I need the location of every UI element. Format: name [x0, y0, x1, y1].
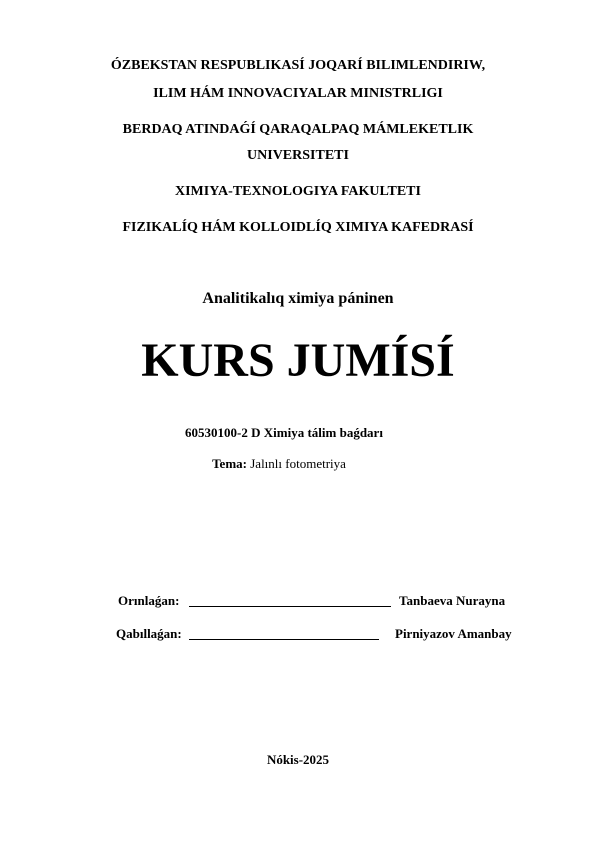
accepter-name: Pirniyazov Amanbay [395, 626, 512, 641]
accepter-signature-line [189, 639, 379, 640]
ministry-line-1: ÓZBEKSTAN RESPUBLIKASÍ JOQARÍ BILIMLENDIRIW, [110, 58, 486, 73]
performer-signature-line [189, 606, 391, 607]
department-name: FIZIKALÍQ HÁM KOLLOIDLÍQ XIMIYA KAFEDRASÍ [122, 220, 474, 235]
performer-label: Orınlaǵan: [118, 593, 180, 608]
university-line-1: BERDAQ ATINDAǴÍ QARAQALPAQ MÁMLEKETLIK [122, 122, 474, 137]
place-year: Nókis-2025 [266, 752, 330, 767]
faculty-name: XIMIYA-TEXNOLOGIYA FAKULTETI [175, 184, 421, 199]
performer-name: Tanbaeva Nurayna [399, 593, 506, 608]
subject-line: Analitikalıq ximiya páninen [202, 290, 394, 307]
university-line-2: UNIVERSITETI [247, 148, 349, 163]
program-line: 60530100-2 D Ximiya tálim baǵdarı [185, 425, 383, 440]
topic-label: Tema: [212, 456, 247, 471]
ministry-line-2: ILIM HÁM INNOVACIYALAR MINISTRLIGI [153, 86, 443, 101]
topic-line [0, 456, 577, 472]
topic-value: Jalınlı fotometriya [250, 456, 346, 471]
document-title: KURS JUMÍSÍ [141, 334, 455, 387]
accepter-label: Qabıllaǵan: [116, 626, 182, 641]
